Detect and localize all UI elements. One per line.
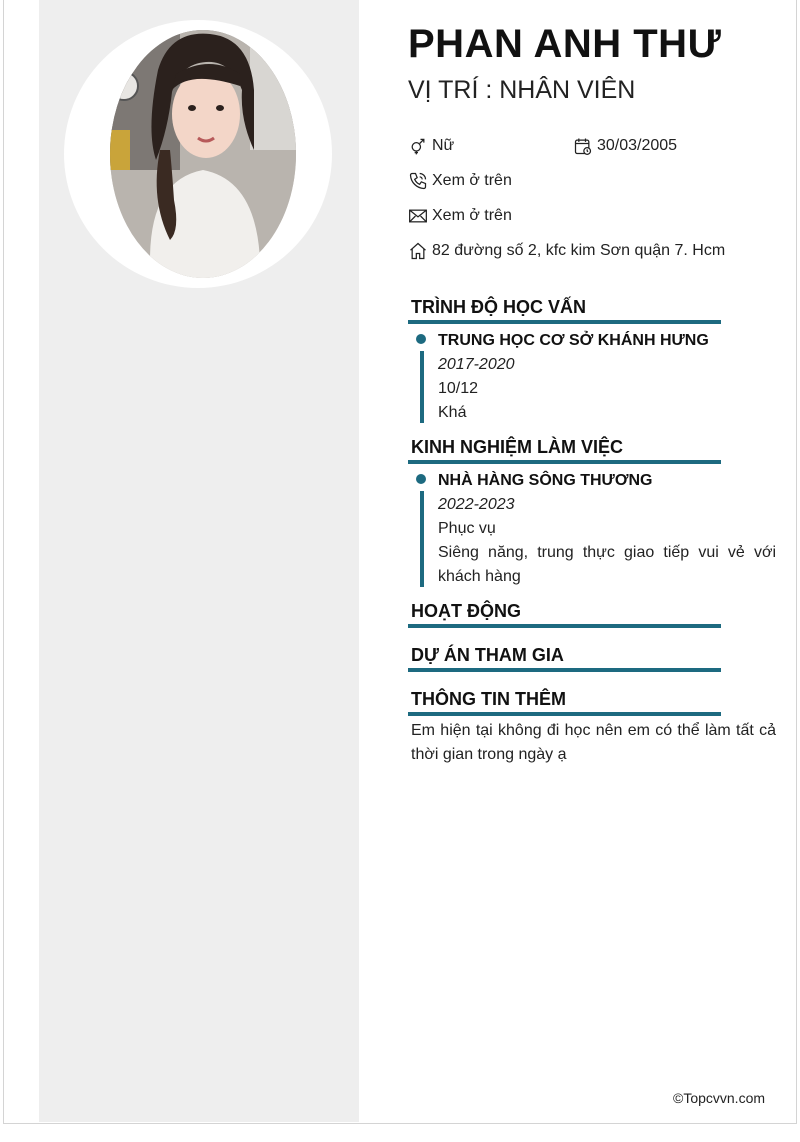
calendar-icon bbox=[573, 136, 593, 156]
education-period: 2017-2020 bbox=[438, 356, 515, 373]
timeline-bar bbox=[420, 491, 424, 587]
email-value: Xem ở trên bbox=[432, 207, 512, 224]
profile-photo bbox=[110, 30, 296, 278]
experience-description: Siêng năng, trung thực giao tiếp vui vẻ với khách hàng bbox=[438, 544, 776, 585]
birthday-value: 30/03/2005 bbox=[597, 137, 678, 154]
address-row bbox=[408, 241, 725, 261]
gender-value: Nữ bbox=[432, 137, 455, 154]
education-major: 10/12 bbox=[438, 380, 479, 397]
job-position: VỊ TRÍ : NHÂN VIÊN bbox=[408, 76, 636, 104]
home-icon bbox=[408, 241, 428, 261]
phone-value: Xem ở trên bbox=[432, 172, 512, 189]
email-row bbox=[408, 206, 512, 226]
phone-icon bbox=[408, 171, 428, 191]
timeline-bar bbox=[420, 351, 424, 423]
experience-period: 2022-2023 bbox=[438, 496, 515, 513]
experience-entry bbox=[416, 469, 776, 589]
mail-icon bbox=[408, 206, 428, 226]
education-entry bbox=[416, 329, 776, 425]
education-note: Khá bbox=[438, 404, 467, 421]
activities-heading: HOẠT ĐỘNG bbox=[408, 601, 721, 628]
education-heading: TRÌNH ĐỘ HỌC VẤN bbox=[408, 297, 721, 324]
birthday-row bbox=[573, 136, 677, 156]
additional-info-heading: THÔNG TIN THÊM bbox=[408, 689, 721, 716]
phone-row bbox=[408, 171, 512, 191]
timeline-dot bbox=[416, 474, 426, 484]
footer-credit: ©Topcvvn.com bbox=[673, 1090, 766, 1106]
timeline-dot bbox=[416, 334, 426, 344]
gender-row bbox=[408, 136, 454, 156]
candidate-name: PHAN ANH THƯ bbox=[408, 22, 722, 66]
projects-heading: DỰ ÁN THAM GIA bbox=[408, 645, 721, 672]
experience-role: Phục vụ bbox=[438, 520, 496, 537]
additional-info-text: Em hiện tại không đi học nên em có thể làm tất cả thời gian trong ngày ạ bbox=[411, 722, 776, 763]
gender-icon bbox=[408, 136, 428, 156]
address-value: 82 đường số 2, kfc kim Sơn quận 7. Hcm bbox=[432, 242, 726, 259]
company-name: NHÀ HÀNG SÔNG THƯƠNG bbox=[438, 472, 653, 489]
school-name: TRUNG HỌC CƠ SỞ KHÁNH HƯNG bbox=[438, 332, 709, 349]
experience-heading: KINH NGHIỆM LÀM VIỆC bbox=[408, 437, 721, 464]
